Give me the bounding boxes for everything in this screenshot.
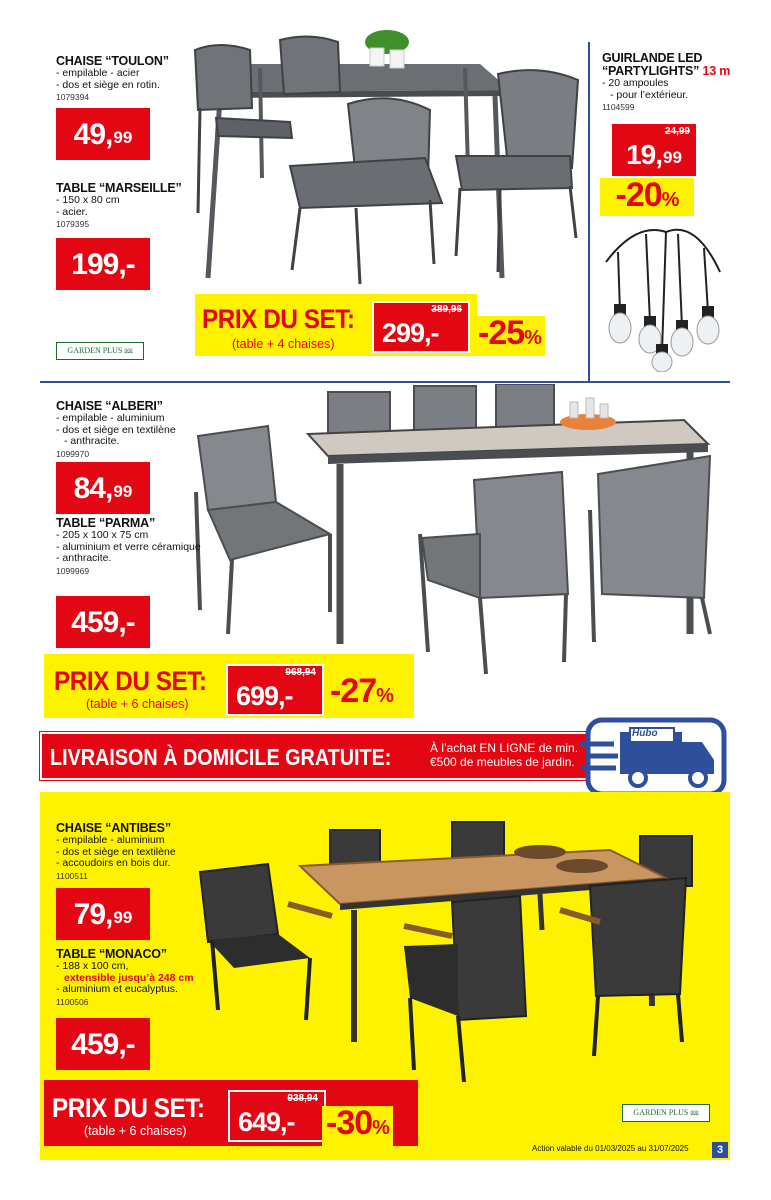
alberi-chair-desc-1: - empilable - aluminium: [56, 412, 165, 424]
alberi-chair-title: CHAISE “ALBERI”: [56, 399, 163, 413]
marseille-table-price: 199,-: [71, 248, 135, 281]
marseille-table-price-badge: [56, 238, 150, 290]
antibes-chair-price-main: 79,: [73, 898, 113, 931]
guirlande-length: 13 m: [702, 64, 731, 78]
antibes-set-discount-sign: %: [372, 1117, 389, 1139]
leaf-icon: ⅏: [690, 1108, 699, 1117]
antibes-set-old-price: 938,94: [287, 1093, 318, 1104]
antibes-chair-title: CHAISE “ANTIBES”: [56, 821, 171, 835]
delivery-banner: [40, 732, 588, 780]
guirlande-title-1: GUIRLANDE LED: [602, 51, 703, 65]
alberi-set-discount: [326, 674, 397, 714]
toulon-chair-price-badge: [56, 108, 150, 160]
delivery-info-1: À l’achat EN LIGNE de min.: [430, 741, 579, 755]
parma-table-desc-3: - anthracite.: [56, 552, 112, 564]
led-bulbs-image: [596, 212, 726, 372]
monaco-table-sku: 1100506: [56, 996, 89, 1007]
garden-plus-logo-1: [56, 342, 144, 360]
toulon-chair-sku: 1079394: [56, 92, 90, 102]
marseille-table-sku: 1079395: [56, 219, 90, 229]
delivery-truck-icon: [580, 710, 730, 800]
section-guirlande: [590, 40, 771, 380]
antibes-chair-price-badge: [56, 888, 150, 940]
monaco-table-desc-1: - 188 x 100 cm,: [56, 960, 129, 972]
antibes-monaco-set-image: [190, 820, 700, 1082]
toulon-marseille-set-image: [180, 28, 590, 290]
toulon-chair-desc-2: - dos et siège en rotin.: [56, 78, 160, 91]
monaco-table-desc-extensible: extensible jusqu’à 248 cm: [64, 971, 194, 984]
alberi-chair-desc-2: - dos et siège en textilène: [56, 423, 176, 436]
guirlande-price-main: 19,: [626, 139, 662, 170]
parma-table-sku: 1099969: [56, 565, 90, 576]
toulon-chair-desc-1: - empilable - acier: [56, 67, 140, 79]
guirlande-price-badge: [612, 124, 696, 176]
monaco-table-price: 459,-: [71, 1028, 135, 1061]
marseille-table-desc-2: - acier.: [56, 205, 88, 218]
section-alberi: [0, 384, 771, 724]
antibes-chair-price-cents: 99: [113, 908, 133, 927]
garden-plus-text-1: GARDEN PLUS: [67, 346, 123, 355]
antibes-chair-desc-2: - dos et siège en textilène: [56, 845, 176, 858]
toulon-chair-price-cents: 99: [113, 128, 133, 147]
guirlande-discount-value: -20: [615, 176, 662, 214]
alberi-set-new-price: 699,-: [236, 681, 293, 711]
alberi-set-discount-sign: %: [376, 685, 393, 707]
antibes-set-new-price: 649,-: [238, 1107, 295, 1137]
antibes-set-discount-value: -30: [326, 1104, 373, 1142]
toulon-set-discount-sign: %: [524, 327, 541, 349]
monaco-table-desc-2: - aluminium et eucalyptus.: [56, 983, 178, 995]
toulon-set-price-box: [372, 301, 470, 353]
delivery-text: LIVRAISON À DOMICILE GRATUITE:: [50, 744, 392, 770]
section-divider-1: [40, 381, 730, 383]
section-toulon: [0, 0, 590, 378]
toulon-chair-title: CHAISE “TOULON”: [56, 54, 169, 68]
alberi-chair-price-badge: [56, 462, 150, 514]
truck-hubo-logo: Hubo: [632, 728, 658, 739]
alberi-chair-price-cents: 99: [113, 482, 133, 501]
monaco-table-title: TABLE “MONACO”: [56, 947, 167, 961]
toulon-set-sub: (table + 4 chaises): [232, 337, 335, 351]
guirlande-desc-2: - pour l’extérieur.: [610, 88, 689, 101]
section-antibes: [40, 792, 730, 1160]
marseille-table-desc-1: - 150 x 80 cm: [56, 194, 120, 206]
toulon-set-old-price: 389,96: [431, 304, 462, 315]
parma-table-price: 459,-: [71, 606, 135, 639]
parma-table-title: TABLE “PARMA”: [56, 516, 156, 530]
antibes-set-label: PRIX DU SET:: [52, 1093, 205, 1123]
alberi-set-discount-value: -27: [330, 672, 377, 710]
garden-plus-text-2: GARDEN PLUS: [633, 1108, 689, 1117]
toulon-set-discount: [474, 316, 545, 356]
guirlande-discount-sign: %: [661, 189, 679, 211]
alberi-chair-desc-3: - anthracite.: [64, 435, 120, 447]
toulon-chair-price-main: 49,: [73, 118, 113, 151]
marseille-table-title: TABLE “MARSEILLE”: [56, 181, 182, 195]
page-number: 3: [712, 1142, 728, 1158]
guirlande-title-2: “PARTYLIGHTS”: [602, 64, 700, 78]
antibes-chair-sku: 1100511: [56, 870, 88, 881]
alberi-set-price-box: [226, 664, 324, 716]
antibes-set-discount: [322, 1106, 393, 1146]
guirlande-price-cents: 99: [663, 148, 682, 167]
validity-text: Action valable du 01/03/2025 au 31/07/2025: [532, 1144, 689, 1153]
guirlande-desc-1: - 20 ampoules: [602, 77, 669, 89]
guirlande-discount: [600, 178, 694, 216]
alberi-chair-price-main: 84,: [73, 472, 113, 505]
antibes-chair-desc-3: - accoudoirs en bois dur.: [56, 857, 171, 869]
guirlande-sku: 1104599: [602, 102, 635, 112]
antibes-set-price-box: [228, 1090, 326, 1142]
guirlande-old-price: 24,99: [664, 126, 690, 137]
antibes-chair-desc-1: - empilable - aluminium: [56, 834, 165, 846]
alberi-set-sub: (table + 6 chaises): [86, 697, 189, 711]
alberi-chair-sku: 1099970: [56, 448, 90, 459]
monaco-table-price-badge: [56, 1018, 150, 1070]
delivery-info-2: €500 de meubles de jardin.: [430, 755, 575, 769]
alberi-parma-set-image: [190, 384, 730, 674]
toulon-set-label: PRIX DU SET:: [202, 304, 355, 334]
alberi-set-old-price: 968,94: [285, 667, 316, 678]
antibes-set-sub: (table + 6 chaises): [84, 1124, 187, 1138]
toulon-set-discount-value: -25: [478, 314, 525, 352]
garden-plus-logo-2: [622, 1104, 710, 1122]
alberi-set-label: PRIX DU SET:: [54, 666, 207, 696]
parma-table-price-badge: [56, 596, 150, 648]
leaf-icon: ⅏: [124, 346, 133, 355]
toulon-set-new-price: 299,-: [382, 318, 439, 348]
parma-table-desc-1: - 205 x 100 x 75 cm: [56, 529, 149, 541]
parma-table-desc-2: - aluminium et verre céramique: [56, 540, 201, 553]
